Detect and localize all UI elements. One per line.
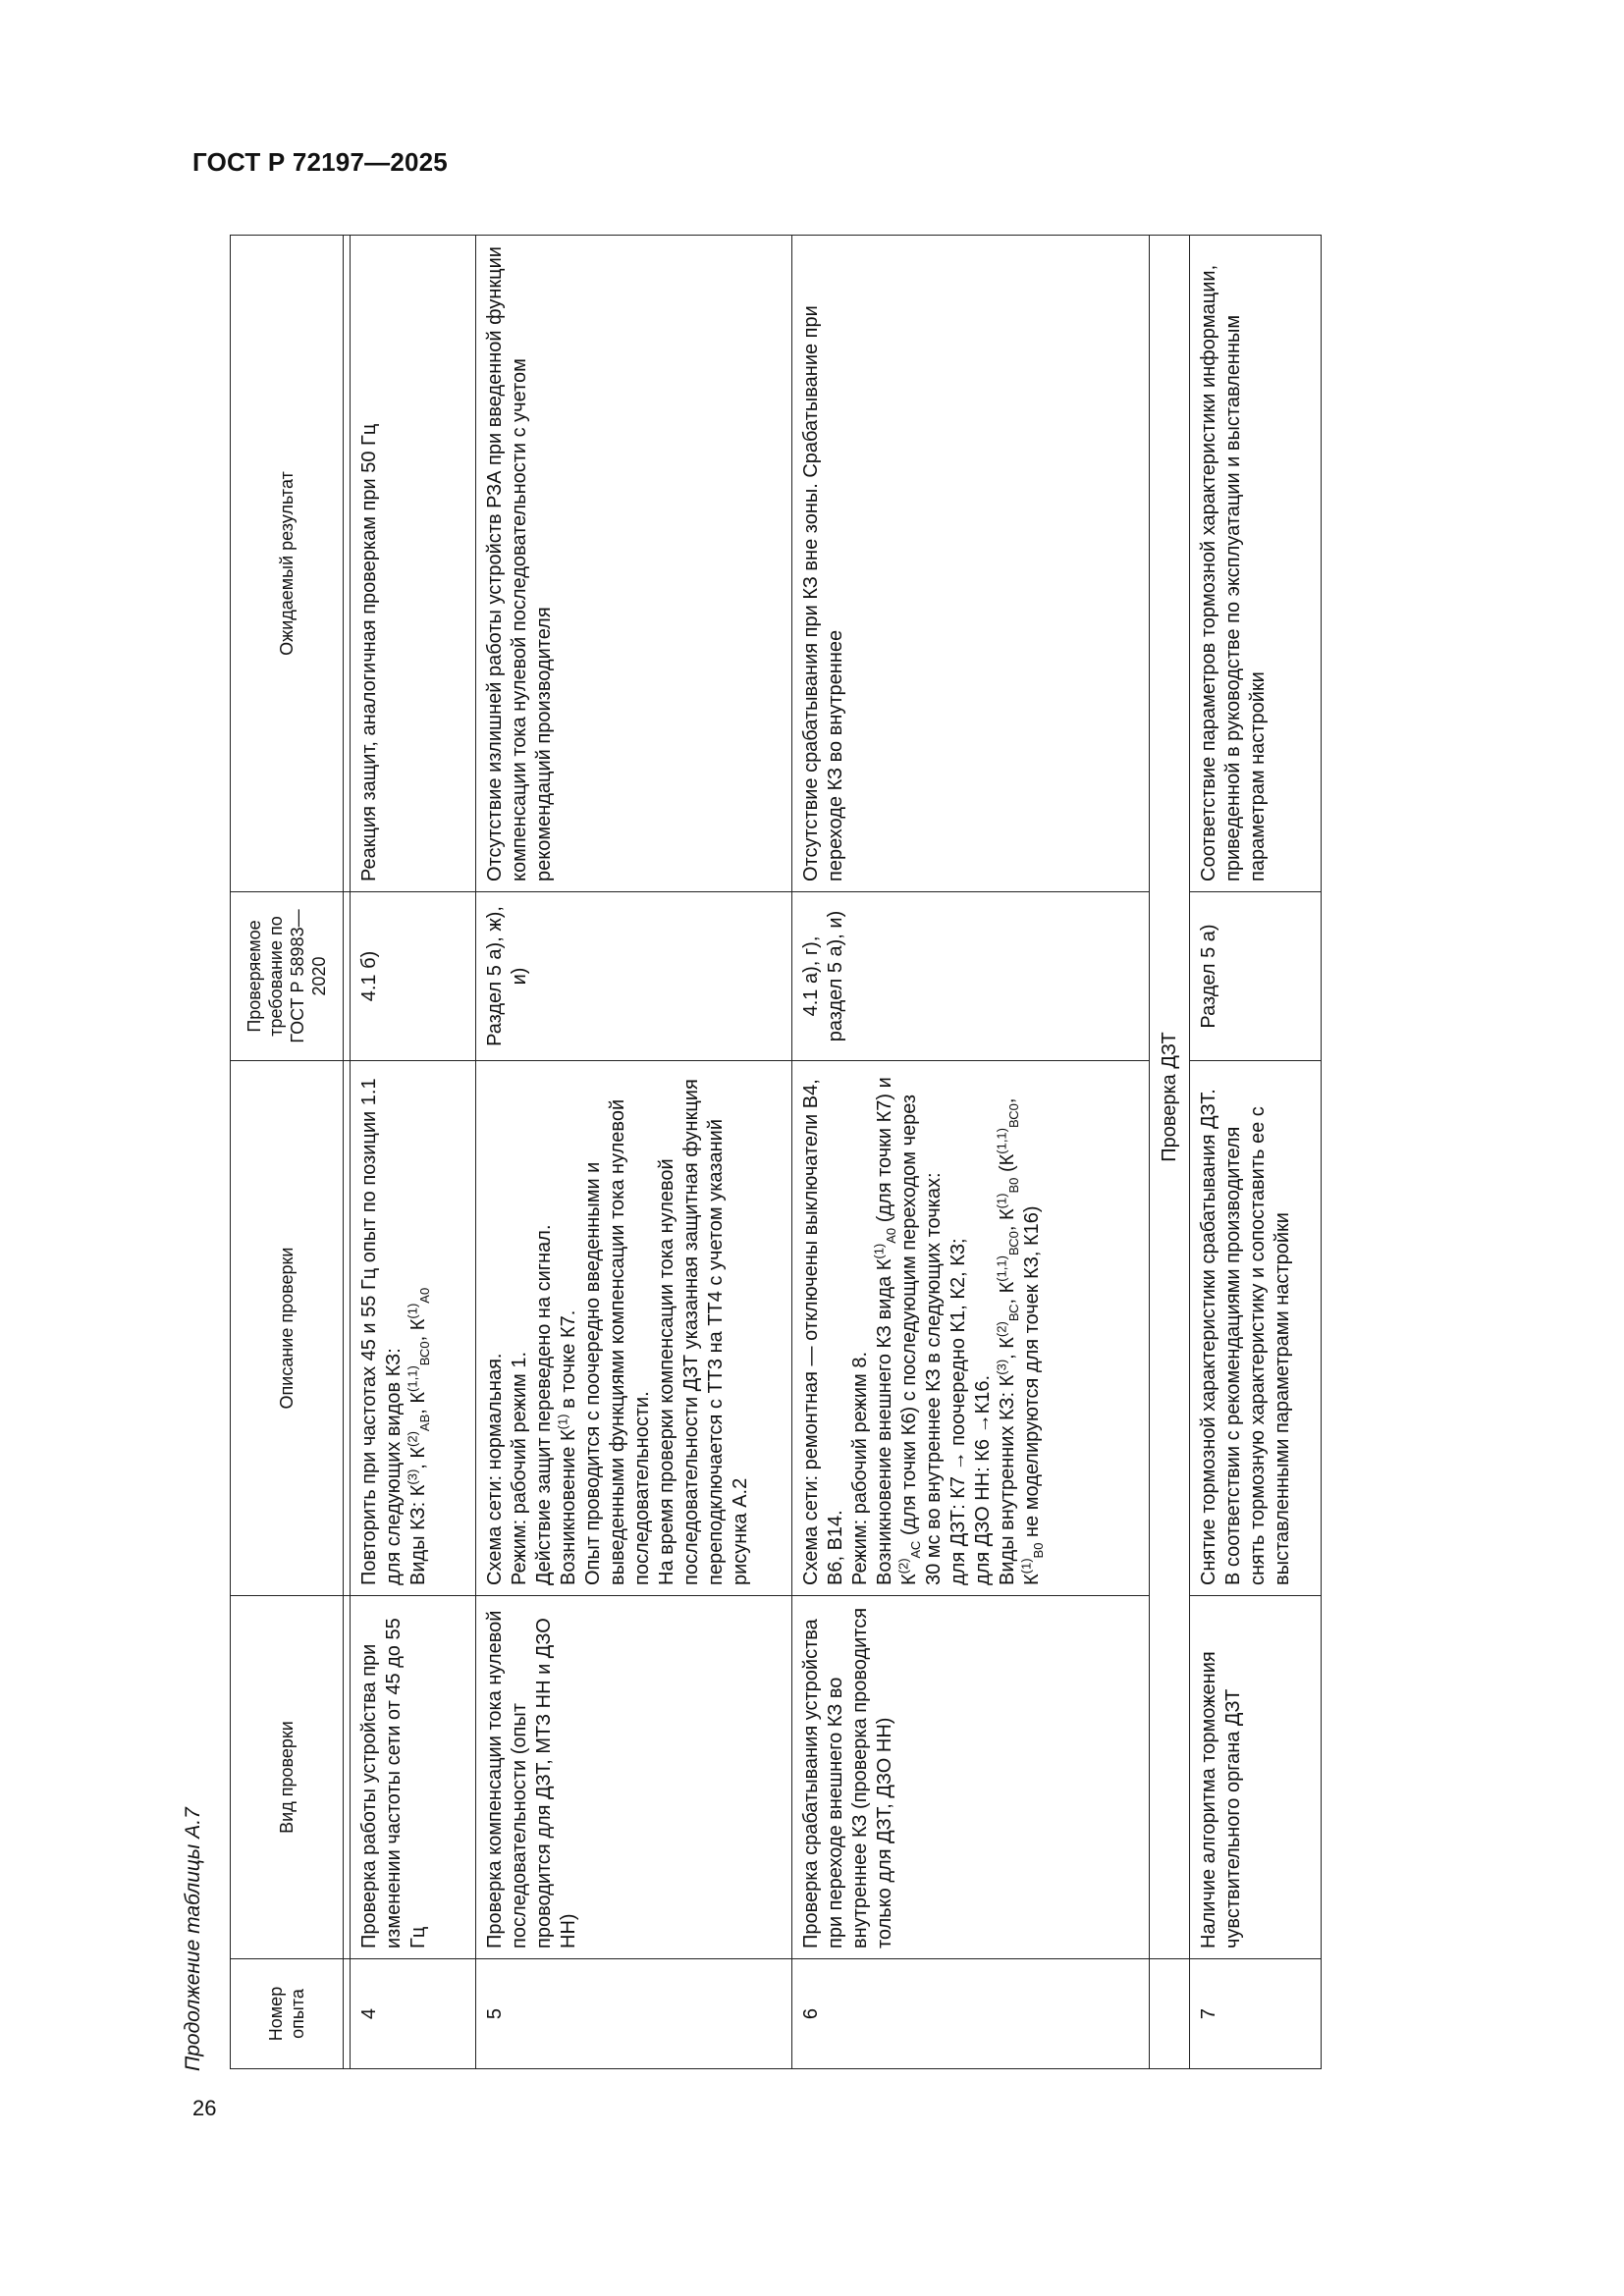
col-header-num: Номер опыта xyxy=(231,1959,344,2069)
cell-req: 4.1 а), г), раздел 5 а), и) xyxy=(792,892,1150,1061)
cell-req: Раздел 5 а), ж), и) xyxy=(476,892,792,1061)
cell-kind: Проверка срабатывания устройства при переходе внешнего КЗ во внутреннее КЗ (проверка проводится только для ДЗТ, ДЗО НН) xyxy=(792,1596,1150,1959)
col-header-result: Ожидаемый результат xyxy=(231,236,344,892)
cell-num: 7 xyxy=(1190,1959,1322,2069)
cell-result: Отсутствие излишней работы устройств РЗА при введенной функции компенсации тока нулевой последовательности с учетом рекомендаций производителя xyxy=(476,236,792,892)
table-row xyxy=(351,236,476,2069)
cell-num: 6 xyxy=(792,1959,1150,2069)
table-row xyxy=(1190,236,1322,2069)
cell-req: 4.1 б) xyxy=(351,892,476,1061)
cell-kind: Проверка работы устройства при изменении частоты сети от 45 до 55 Гц xyxy=(351,1596,476,1959)
cell-result: Реакция защит, аналогичная проверкам при 50 Гц xyxy=(351,236,476,892)
cell-desc: Снятие тормозной характеристики срабатывания ДЗТ. В соответствии с рекомендациями производителя снять тормозную характеристику и сопоставить ее с выставленными параметрами настройки xyxy=(1190,1061,1322,1596)
table-caption: Продолжение таблицы А.7 xyxy=(182,1807,204,2071)
test-table xyxy=(230,235,1322,2069)
table-row xyxy=(792,236,1150,2069)
col-header-req: Проверяемое требование по ГОСТ Р 58983—2020 xyxy=(231,892,344,1061)
table-row xyxy=(476,236,792,2069)
header-separator xyxy=(344,236,351,2069)
document-header: ГОСТ Р 72197—2025 xyxy=(192,147,448,177)
cell-desc: Повторить при частотах 45 и 55 Гц опыт по позиции 1.1 для следующих видов КЗ: Виды КЗ: $К^{(3)}$, $К^{(2)}_{АВ}$, К$^{(1,1)}_{ВС0}$, $К^{(1)}_{А0}$ xyxy=(351,1061,476,1596)
rotated-table-container xyxy=(230,236,1437,2069)
cell-kind: Наличие алгоритма торможения чувствительного органа ДЗТ xyxy=(1190,1596,1322,1959)
cell-result: Отсутствие срабатывания при КЗ вне зоны. Срабатывание при переходе КЗ во внутреннее xyxy=(792,236,1150,892)
section-cell-left xyxy=(1150,1959,1190,2069)
section-row xyxy=(1150,236,1190,2069)
cell-desc: Схема сети: нормальная. Режим: рабочий режим 1. Действие защит переведено на сигнал. Возникновение $К^{(1)}$ в точке К7. Опыт проводится с поочередно введенными и выведенными функциями компенсации тока нулевой последовательности. На время проверки компенсации тока нулевой последовательности ДЗТ указанная защитная функция переподключается с ТТ3 на ТТ4 с учетом указаний рисунка А.2 xyxy=(476,1061,792,1596)
cell-num: 5 xyxy=(476,1959,792,2069)
cell-result: Соответствие параметров тормозной характеристики информации, приведенной в руководстве по эксплуатации и выставленным параметрам настройки xyxy=(1190,236,1322,892)
cell-kind: Проверка компенсации тока нулевой последовательности (опыт проводится для ДЗТ, МТЗ НН и ДЗО НН) xyxy=(476,1596,792,1959)
col-header-kind: Вид проверки xyxy=(231,1596,344,1959)
cell-num: 4 xyxy=(351,1959,476,2069)
page-number: 26 xyxy=(192,2096,217,2120)
cell-desc: Схема сети: ремонтная — отключены выключатели В4, В6, В14. Режим: рабочий режим 8. Возникновение внешнего КЗ вида $К^{(1)}_{А0}$ (для точки К7) и $К^{(2)}_{АС}$ (для точки К6) с последующим переходом через 30 мс во внутреннее КЗ в следующих точках: для ДЗТ: К7 → поочередно К1, К2, К3; для ДЗО НН: К6 →К16. Виды внутренних КЗ: $К^{(3)}$, $К^{(2)}_{ВС}$, К$^{(1,1)}_{ВС0}$, $К^{(1)}_{В0}$ ($К^{(1,1)}_{ВС0}$, $К^{(1)}_{В0}$ не моделируются для точек К3, К16) xyxy=(792,1061,1150,1596)
section-title: Проверка ДЗТ xyxy=(1150,236,1190,1959)
cell-req: Раздел 5 а) xyxy=(1190,892,1322,1061)
col-header-desc: Описание проверки xyxy=(231,1061,344,1596)
